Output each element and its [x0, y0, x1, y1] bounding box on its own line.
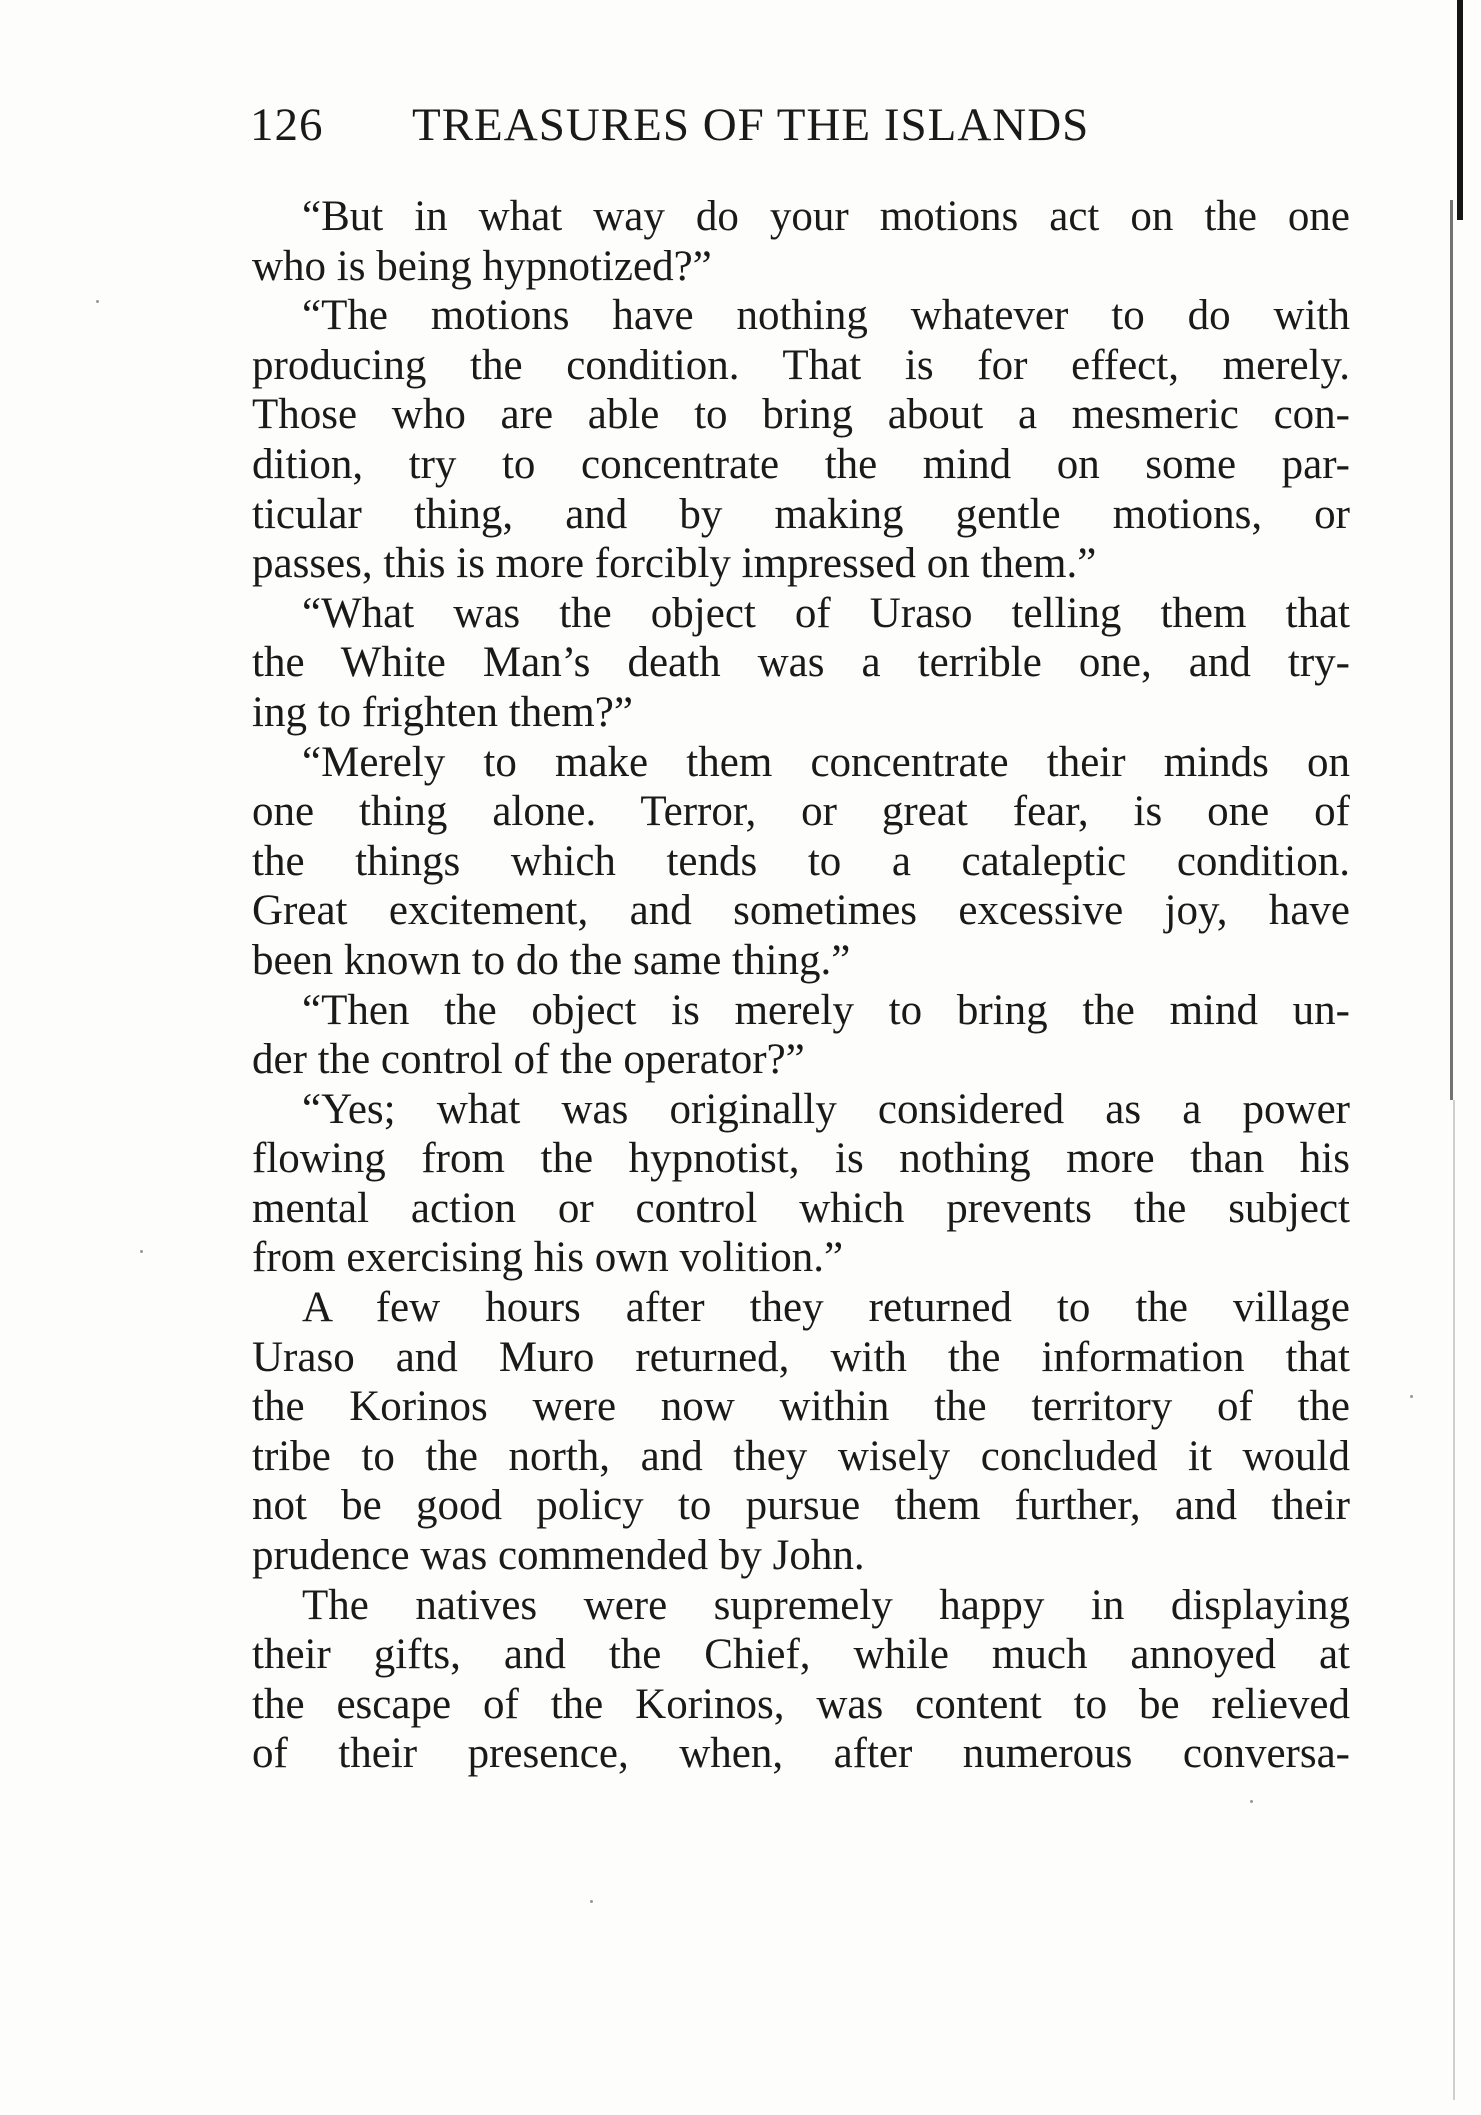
paper-speck: [96, 300, 99, 303]
running-title: TREASURES OF THE ISLANDS: [412, 99, 1090, 151]
text-line: prudence was commended by John.: [252, 1532, 865, 1580]
text-line: Uraso and Muro returned, with the information that: [252, 1333, 1350, 1381]
text-line: A few hours after they returned to the village: [302, 1284, 1350, 1332]
text-line: “Then the object is merely to bring the mind un-: [302, 986, 1350, 1034]
text-line: the White Man’s death was a terrible one, and try-: [252, 639, 1350, 687]
text-line: “Yes; what was originally considered as a power: [302, 1085, 1350, 1133]
text-line: der the control of the operator?”: [252, 1036, 805, 1084]
text-line: ing to frighten them?”: [252, 688, 633, 736]
text-line: “Merely to make them concentrate their minds on: [302, 738, 1350, 786]
paper-speck: [590, 1900, 593, 1903]
text-line: The natives were supremely happy in displaying: [302, 1581, 1350, 1629]
text-line: of their presence, when, after numerous conversa-: [252, 1730, 1350, 1778]
paper-speck: [1250, 1800, 1253, 1803]
text-line: the things which tends to a cataleptic condition.: [252, 837, 1350, 885]
body-text: [252, 192, 1350, 1779]
text-line: the Korinos were now within the territory of the: [252, 1383, 1350, 1431]
binding-edge: [1457, 0, 1463, 220]
text-line: passes, this is more forcibly impressed on them.”: [252, 540, 1097, 588]
text-line: the escape of the Korinos, was content to be relieved: [252, 1680, 1350, 1728]
text-line: from exercising his own volition.”: [252, 1234, 844, 1282]
text-line: Great excitement, and sometimes excessive joy, have: [252, 887, 1350, 935]
running-header: [250, 98, 1350, 158]
text-line: dition, try to concentrate the mind on some par-: [252, 440, 1350, 488]
text-line: not be good policy to pursue them further, and their: [252, 1482, 1350, 1530]
binding-shadow: [1450, 200, 1453, 1100]
paper-speck: [140, 1250, 143, 1253]
text-line: Those who are able to bring about a mesmeric con-: [252, 391, 1350, 439]
text-line: “The motions have nothing whatever to do with: [302, 292, 1350, 340]
text-line: producing the condition. That is for effect, merely.: [252, 341, 1350, 389]
text-line: tribe to the north, and they wisely concluded it would: [252, 1432, 1350, 1480]
text-line: been known to do the same thing.”: [252, 936, 851, 984]
paper-speck: [1410, 1395, 1413, 1398]
page-number: 126: [250, 99, 324, 151]
text-line: “What was the object of Uraso telling them that: [302, 589, 1350, 637]
text-line: flowing from the hypnotist, is nothing more than his: [252, 1135, 1350, 1183]
text-line: “But in what way do your motions act on the one: [302, 193, 1350, 240]
text-line: ticular thing, and by making gentle motions, or: [252, 490, 1350, 538]
text-line: their gifts, and the Chief, while much annoyed at: [252, 1631, 1350, 1679]
text-line: mental action or control which prevents the subject: [252, 1184, 1350, 1232]
text-line: one thing alone. Terror, or great fear, is one of: [252, 788, 1350, 836]
binding-shadow-faint: [1453, 1100, 1455, 2100]
text-line: who is being hypnotized?”: [252, 242, 712, 290]
